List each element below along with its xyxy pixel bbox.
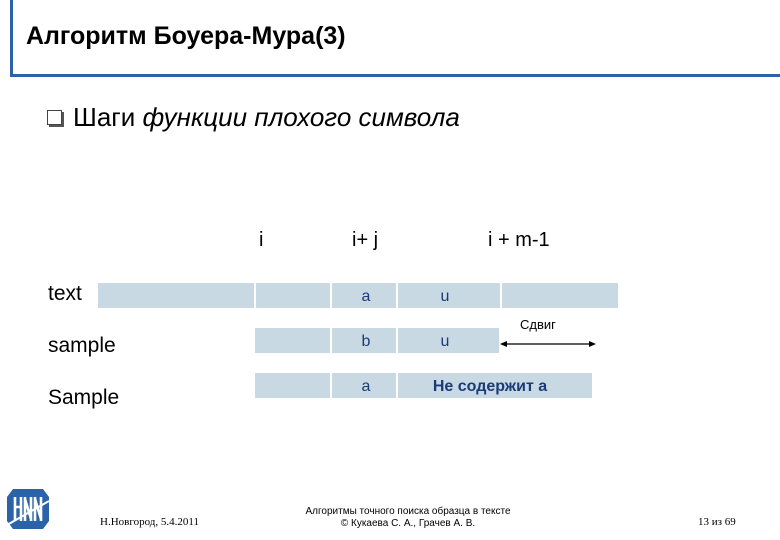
footer-authors: © Кукаева С. А., Грачев А. В.	[340, 518, 476, 529]
cell-separator	[500, 283, 502, 308]
index-i: i	[259, 229, 264, 251]
page-number: 13 из 69	[698, 516, 736, 528]
cell-separator	[396, 283, 398, 308]
footer-course	[272, 506, 544, 530]
bullet-prefix: Шаги	[73, 102, 136, 132]
row-label-sample: sample	[48, 334, 116, 357]
slide-title: Алгоритм Боуера-Мура(3)	[26, 22, 346, 50]
unn-logo-icon	[3, 483, 53, 535]
sample-cell-b: b	[361, 333, 371, 350]
Sample-cell-a: a	[361, 378, 371, 395]
cell-separator	[330, 283, 332, 308]
footer-date: Н.Новгород, 5.4.2011	[100, 516, 199, 528]
row-label-text: text	[48, 282, 82, 305]
sample-array	[255, 328, 499, 353]
cell-separator	[330, 328, 332, 353]
checkbox-bullet-icon	[47, 110, 62, 125]
sample-cell-u: u	[440, 333, 450, 350]
bullet-point	[73, 102, 460, 133]
index-i-plus-j: i+ j	[352, 229, 379, 251]
bullet-italic: функции плохого символа	[142, 102, 460, 132]
cell-separator	[254, 283, 256, 308]
cell-separator	[330, 373, 332, 398]
cell-separator	[396, 373, 398, 398]
shift-label: Сдвиг	[520, 317, 556, 332]
cell-separator	[396, 328, 398, 353]
footer-course-title: Алгоритмы точного поиска образца в тексте	[305, 506, 511, 517]
double-arrow-icon	[500, 338, 596, 350]
Sample-message: Не содержит а	[432, 378, 548, 395]
index-i-plus-m-minus-1: i + m-1	[488, 229, 550, 251]
text-cell-a: a	[361, 288, 371, 305]
text-cell-u: u	[440, 288, 450, 305]
text-array	[98, 283, 618, 308]
row-label-Sample: Sample	[48, 386, 120, 409]
